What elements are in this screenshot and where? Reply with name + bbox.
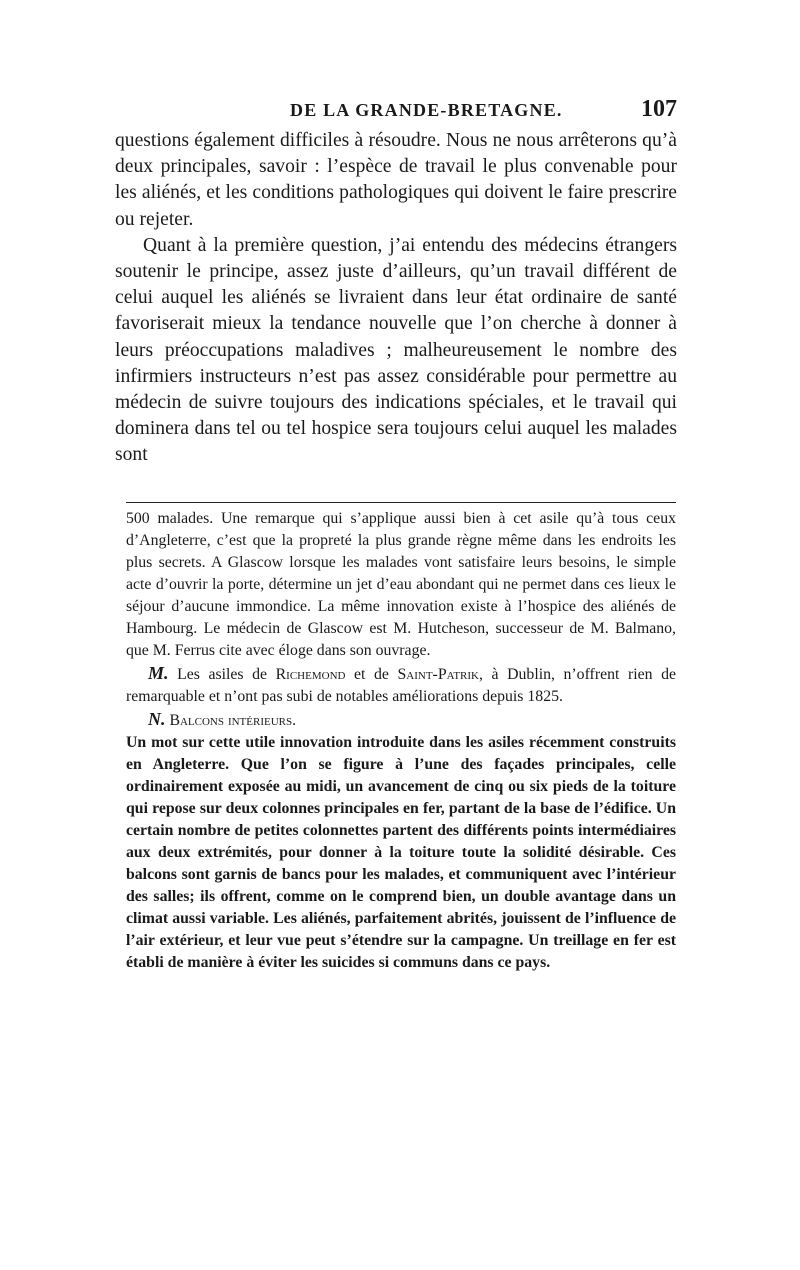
footnotes — [126, 508, 676, 974]
note-n-marker: N. — [148, 709, 166, 729]
note-m-name-1: Richemond — [275, 666, 346, 683]
main-paragraph-1: questions également difficiles à résoudre. Nous ne nous arrêterons qu’à deux principales, savoir : l’espèce de travail le plus convenable pour les aliénés, et les conditions pathologiques qui doivent le faire prescrire ou rejeter. — [115, 130, 677, 230]
note-m-text-3: à Dublin, n’offrent rien de remarquable et n’ont pas subi de notables améliorations depuis 1825. — [126, 666, 676, 705]
note-m-marker: M. — [148, 663, 169, 683]
note-m-text-2: et de — [354, 666, 389, 683]
note-m — [126, 662, 676, 708]
main-text — [115, 128, 677, 469]
note-m-text-1: Les asiles de — [177, 666, 268, 683]
page-number: 107 — [641, 96, 677, 122]
page-header — [115, 96, 677, 126]
note-n-heading: Balcons intérieurs. — [169, 712, 297, 729]
note-n-body: Un mot sur cette utile innovation introduite dans les asiles récemment construits en Angleterre. Que l’on se figure à l’une des façades principales, celle ordinairement exposée au midi, un avancement de cinq ou six pieds de la toiture qui repose sur deux colonnes principales en fer, partant de la base de l’édifice. Un certain nombre de petites colonnettes partent des différents points intermédiaires aux deux extrémités, pour donner à la toiture toute la solidité désirable. Ces balcons sont garnis de bancs pour les malades, et communiquent avec l’intérieur des salles; ils offrent, comme on le comprend bien, un double avantage dans un climat aussi variable. Les aliénés, parfaitement abrités, jouissent de l’influence de l’air extérieur, et leur vue peut s’étendre sur la campagne. Un treillage en fer est établi de manière à éviter les suicides si communs dans ce pays. — [126, 734, 676, 971]
note-n-heading-line — [126, 708, 676, 732]
running-title: DE LA GRANDE-BRETAGNE. — [290, 100, 563, 120]
note-m-name-2: Saint-Patrik, — [397, 666, 483, 683]
footnote-divider — [126, 502, 676, 503]
main-paragraph-2: Quant à la première question, j’ai entendu des médecins étrangers soutenir le principe, assez juste d’ailleurs, qu’un travail différent de celui auquel les aliénés se livraient dans leur état ordinaire de santé favoriserait mieux la tendance nouvelle que l’on cherche à donner à leurs préoccupations maladives ; malheureusement le nombre des infirmiers instructeurs n’est pas assez considérable pour permettre au médecin de suivre toujours des indications spéciales, et le travail qui dominera dans tel ou tel hospice sera toujours celui auquel les malades sont — [115, 234, 677, 466]
note-continuation: 500 malades. Une remarque qui s’applique aussi bien à cet asile qu’à tous ceux d’Angleterre, c’est que la propreté la plus grande règne même dans les endroits les plus secrets. A Glascow lorsque les malades vont satisfaire leurs besoins, le simple acte d’ouvrir la porte, détermine un jet d’eau abondant qui ne permet dans ces lieux le séjour d’aucune immondice. La même innovation existe à l’hospice des aliénés de Hambourg. Le médecin de Glascow est M. Hutcheson, successeur de M. Balmano, que M. Ferrus cite avec éloge dans son ouvrage. — [126, 510, 676, 659]
